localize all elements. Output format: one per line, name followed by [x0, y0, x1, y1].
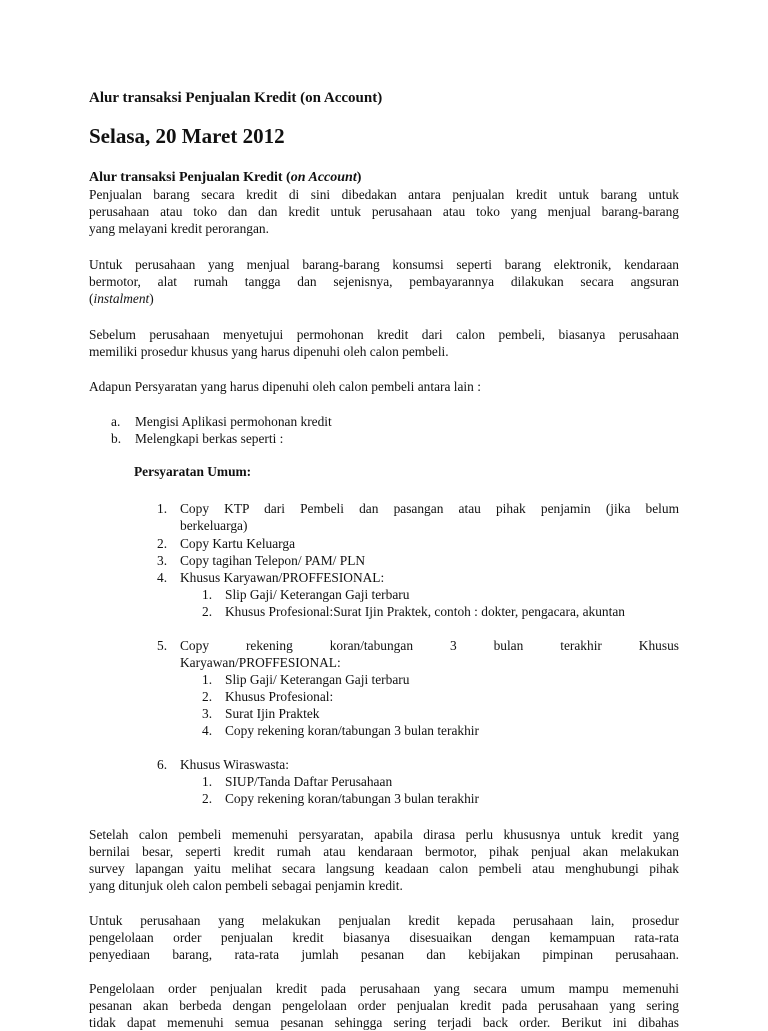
list-item-text: [180, 637, 679, 671]
alpha-list: [111, 413, 332, 447]
list-item-text: Mengisi Aplikasi permohonan kredit: [135, 414, 332, 429]
list-item-text: Copy rekening koran/tabungan 3 bulan terakhir: [225, 723, 479, 738]
paragraph-6: [89, 912, 679, 963]
list-number: 1.: [202, 672, 213, 687]
paragraph-line: Untuk perusahaan yang melakukan penjualan kredit kepada perusahaan lain, prosedur: [89, 913, 679, 928]
list-item: [202, 671, 479, 688]
list-item: [202, 688, 479, 705]
paragraph-line: tidak dapat memenuhi semua pesanan sehingga sering terjadi back order. Berikut ini dibahas: [89, 1015, 679, 1030]
list-marker: a.: [111, 414, 121, 429]
paragraph-line: pengelolaan order penjualan kredit biasanya disesuaikan dengan kemampuan rata-rata: [89, 930, 679, 945]
paragraph-1: [89, 186, 679, 237]
list-item: [111, 413, 332, 430]
list-item: [202, 586, 625, 603]
list-marker: b.: [111, 431, 122, 446]
paragraph-line: perusahaan atau toko dan dan kredit untuk perusahaan atau toko yang menjual barang-barang: [89, 204, 679, 219]
numbered-list: [157, 535, 384, 586]
list-number: 3.: [157, 553, 168, 568]
paragraph-line: penyediaan barang, rata-rata jumlah pesanan dan kebijakan pimpinan perusahaan.: [89, 947, 679, 962]
list-number: 3.: [202, 706, 213, 721]
list-number: 1.: [202, 587, 213, 602]
list-number: 5.: [157, 638, 168, 653]
list-number: 2.: [202, 689, 213, 704]
list-item-line: berkeluarga): [180, 518, 248, 533]
paragraph-line: Adapun Persyaratan yang harus dipenuhi oleh calon pembeli antara lain :: [89, 379, 481, 394]
paragraph-3: [89, 326, 679, 360]
list-item-text: Surat Ijin Praktek: [225, 706, 320, 721]
section-heading-prefix: Alur transaksi Penjualan Kredit (: [89, 170, 291, 185]
list-item-line: Karyawan/PROFFESIONAL:: [180, 655, 341, 670]
list-item-text: SIUP/Tanda Daftar Perusahaan: [225, 774, 393, 789]
list-item: [202, 790, 479, 807]
instalment-close: ): [149, 291, 154, 306]
list-item-text: Khusus Wiraswasta:: [180, 757, 289, 772]
paragraph-line: survey lapangan yaitu melihat secara langsung keadaan calon pembeli atau menghubungi pihak: [89, 861, 679, 876]
paragraph-line: bernilai besar, seperti kredit rumah atau kendaraan bermotor, pihak penjual akan melakukan: [89, 844, 679, 859]
list-item-text: Khusus Karyawan/PROFFESIONAL:: [180, 570, 385, 585]
instalment-open: (: [89, 291, 94, 306]
paragraph-line: Setelah calon pembeli memenuhi persyaratan, apabila dirasa perlu khususnya untuk kredit yang: [89, 827, 679, 842]
list-item: [202, 773, 479, 790]
section-heading-suffix: ): [356, 170, 362, 185]
nested-list: [202, 773, 479, 807]
paragraph-line: Untuk perusahaan yang menjual barang-barang konsumsi seperti barang elektronik, kendaraan: [89, 257, 679, 272]
list-item: [202, 705, 479, 722]
list-item: [157, 535, 384, 552]
list-item-line: Copy KTP dari Pembeli dan pasangan atau pihak penjamin (jika belum: [180, 501, 679, 516]
paragraph-line: yang melayani kredit perorangan.: [89, 221, 269, 236]
list-item-text: Khusus Profesional:: [225, 689, 334, 704]
list-item: [157, 756, 289, 773]
list-number: 1.: [157, 501, 168, 516]
section-heading-italic: on Account: [290, 170, 357, 185]
section-heading: [89, 170, 361, 186]
paragraph-line: Sebelum perusahaan menyetujui permohonan kredit dari calon pembeli, biasanya perusahaan: [89, 327, 679, 342]
paragraph-5: [89, 826, 679, 894]
paragraph-line: yang ditunjuk oleh calon pembeli sebagai penjamin kredit.: [89, 878, 403, 893]
paragraph-line: memiliki prosedur khusus yang harus dipenuhi oleh calon pembeli.: [89, 344, 449, 359]
requirements-heading: Persyaratan Umum:: [134, 464, 252, 479]
list-item: [157, 552, 384, 569]
list-item-text: Slip Gaji/ Keterangan Gaji terbaru: [225, 672, 410, 687]
list-item: [202, 603, 625, 620]
list-number: 2.: [202, 604, 213, 619]
document-title: Alur transaksi Penjualan Kredit (on Account): [89, 90, 383, 106]
paragraph-line: bermotor, alat rumah tangga dan sejenisnya, pembayarannya dilakukan secara angsuran: [89, 274, 679, 289]
list-number: 4.: [157, 570, 168, 585]
nested-list: [202, 671, 479, 739]
list-item: [111, 430, 332, 447]
list-item: [157, 569, 384, 586]
post-date: Selasa, 20 Maret 2012: [89, 124, 285, 148]
list-number: 1.: [202, 774, 213, 789]
nested-list: [202, 586, 625, 620]
paragraph-line: Pengelolaan order penjualan kredit pada perusahaan yang secara umum mampu memenuhi: [89, 981, 679, 996]
list-item-text: Melengkapi berkas seperti :: [135, 431, 284, 446]
paragraph-7: [89, 980, 679, 1031]
list-item-text: Copy tagihan Telepon/ PAM/ PLN: [180, 553, 366, 568]
list-item-text: [180, 500, 679, 534]
list-item-line: Copy rekening koran/tabungan 3 bulan terakhir Khusus: [180, 638, 679, 653]
list-item-text: Slip Gaji/ Keterangan Gaji terbaru: [225, 587, 410, 602]
list-item: [157, 500, 679, 534]
paragraph-line: Penjualan barang secara kredit di sini dibedakan antara penjualan kredit untuk barang untuk: [89, 187, 679, 202]
paragraph-4: [89, 378, 679, 395]
list-item-text: Copy rekening koran/tabungan 3 bulan terakhir: [225, 791, 479, 806]
paragraph-2: [89, 256, 679, 307]
list-item-text: Khusus Profesional:Surat Ijin Praktek, contoh : dokter, pengacara, akuntan: [225, 604, 625, 619]
list-number: 4.: [202, 723, 213, 738]
paragraph-line: [89, 290, 679, 307]
list-number: 6.: [157, 757, 168, 772]
paragraph-line: pesanan akan berbeda dengan pengelolaan order penjualan kredit pada perusahaan yang sering: [89, 998, 679, 1013]
list-item: [157, 637, 679, 671]
instalment-term: instalment: [93, 291, 150, 306]
list-item-text: Copy Kartu Keluarga: [180, 536, 296, 551]
list-number: 2.: [157, 536, 168, 551]
list-item: [202, 722, 479, 739]
list-number: 2.: [202, 791, 213, 806]
